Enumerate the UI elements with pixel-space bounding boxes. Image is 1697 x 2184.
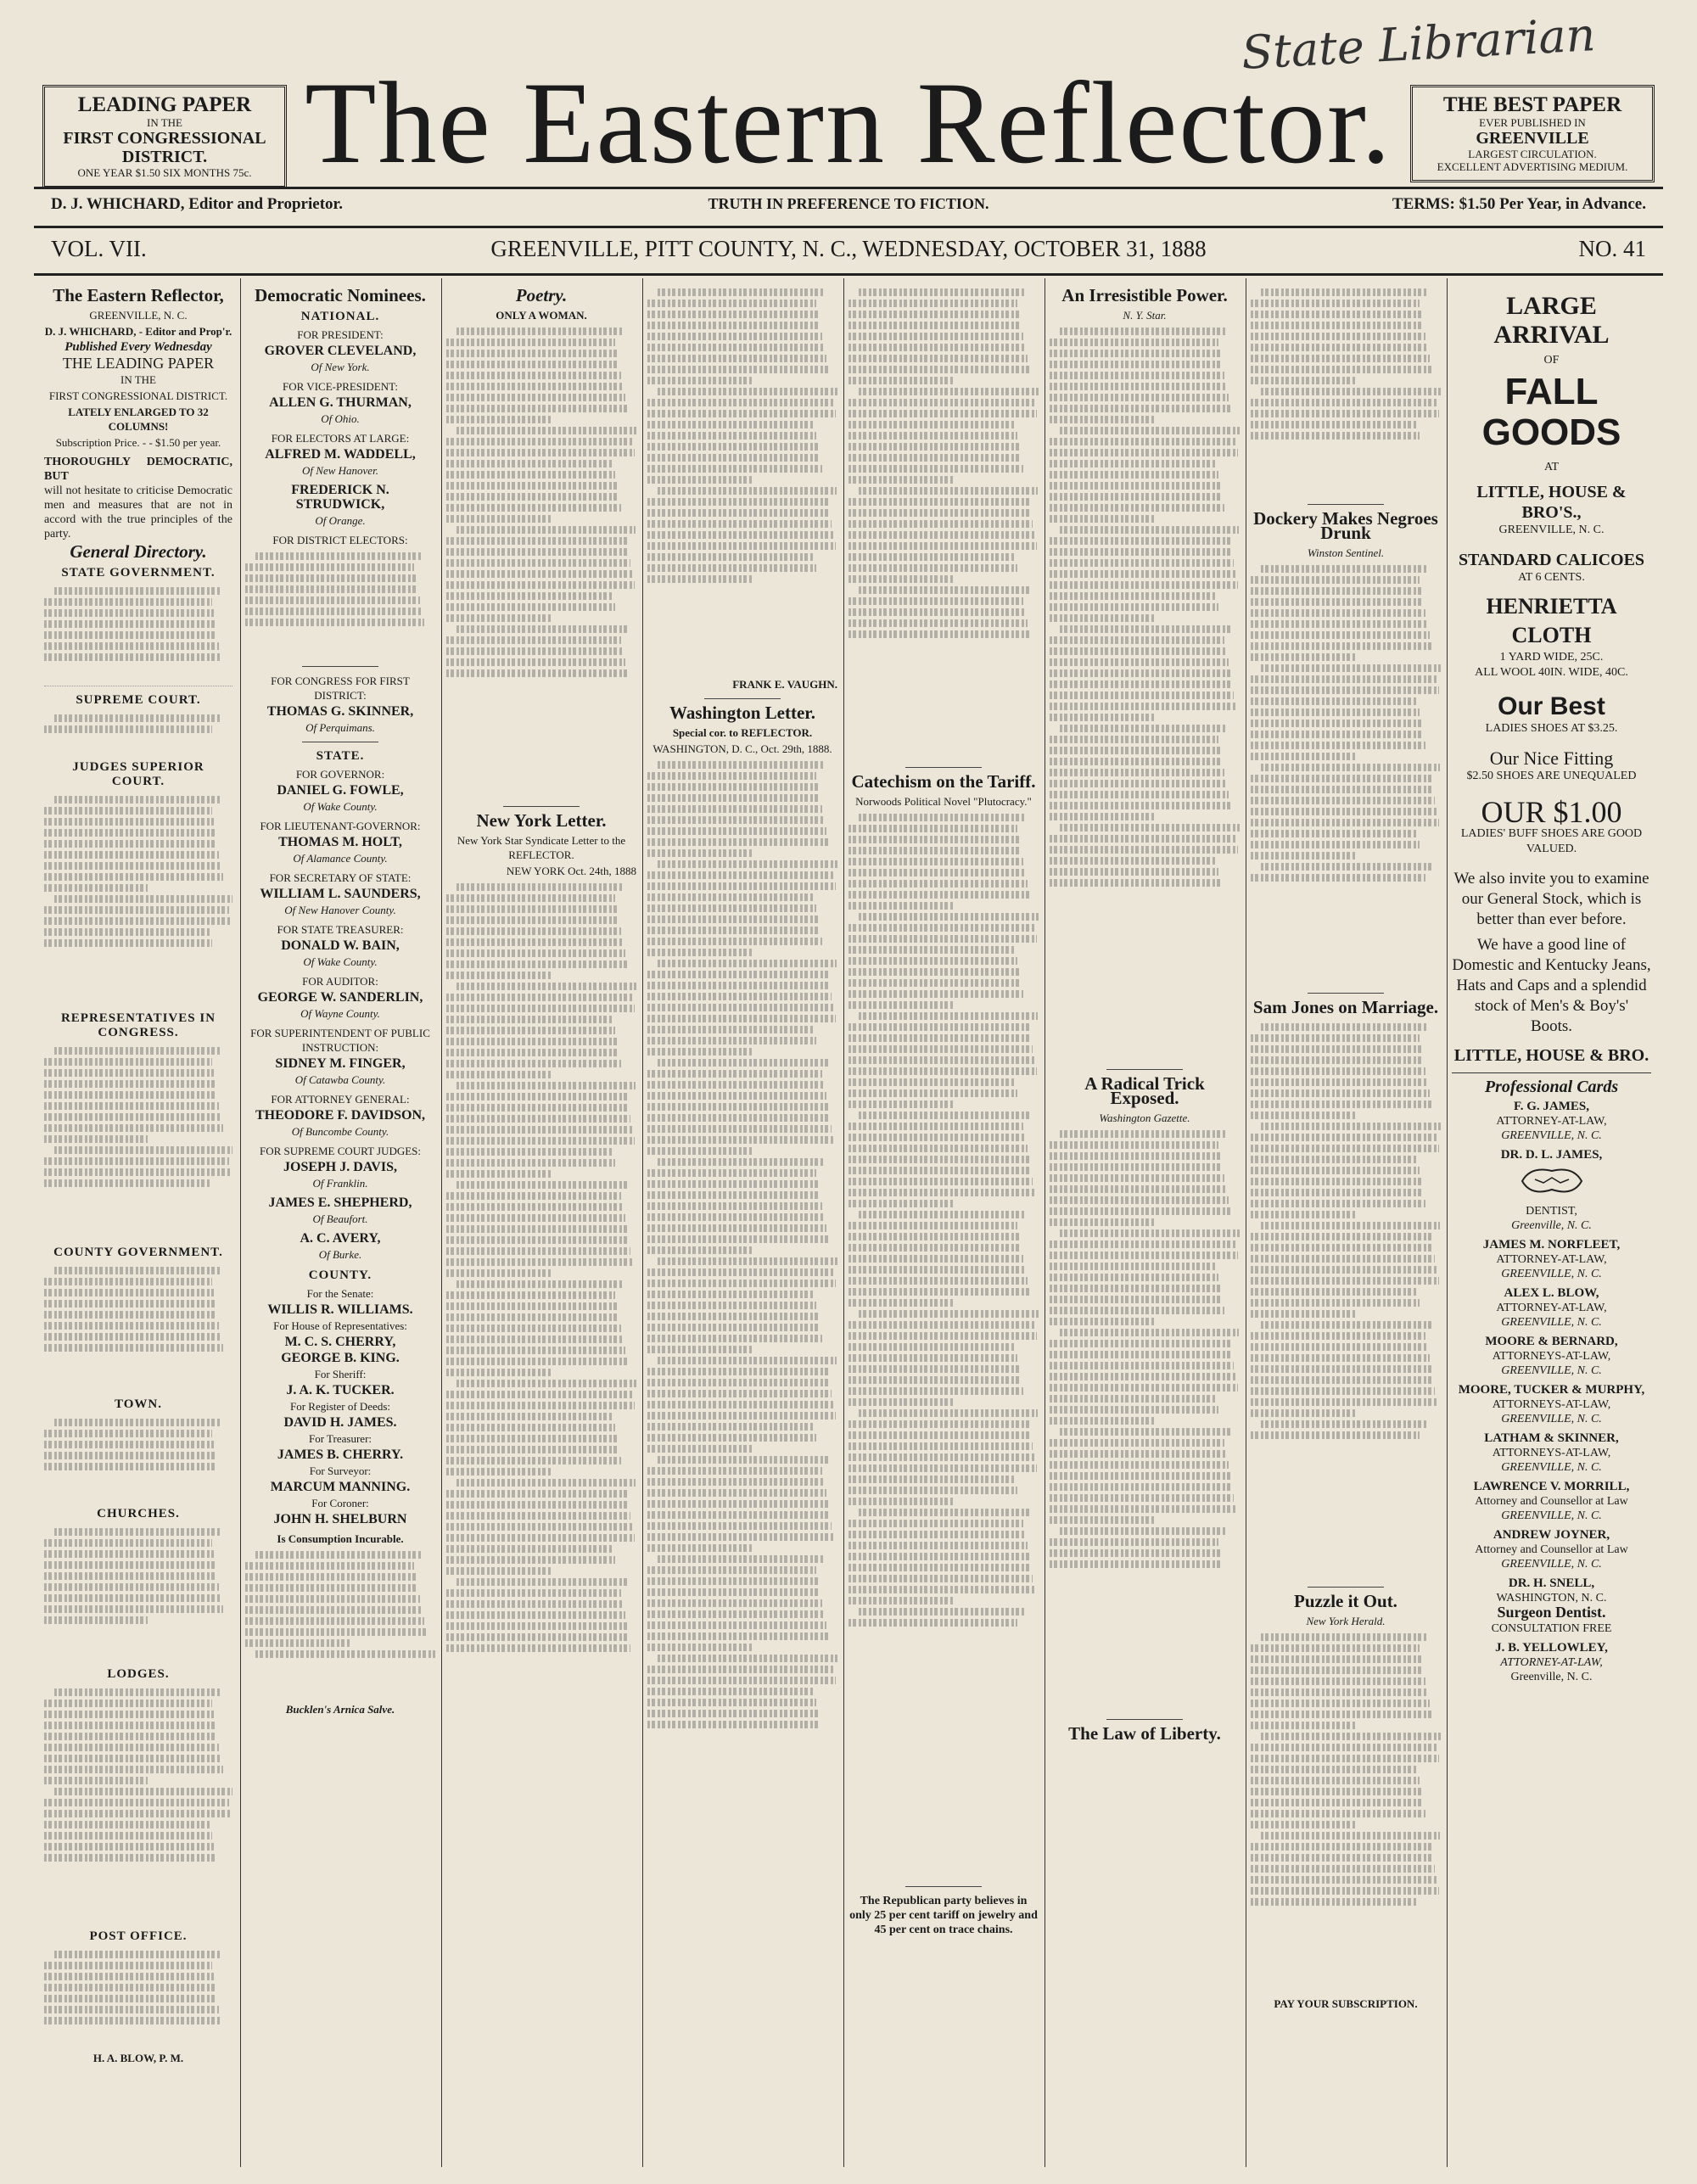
left-ear-box bbox=[42, 85, 287, 188]
vp-nominee: ALLEN G. THURMAN, bbox=[269, 395, 412, 410]
house-nominee-1: M. C. S. CHERRY, bbox=[284, 1335, 396, 1349]
directory-listing bbox=[44, 1415, 232, 1500]
col1-judges: JUDGES SUPERIOR COURT. bbox=[72, 760, 204, 788]
ny-letter-signed: FRANK E. VAUGHN. bbox=[732, 678, 837, 691]
column-divider bbox=[642, 278, 643, 2167]
left-ear-line1: LEADING PAPER bbox=[77, 93, 252, 116]
col1-democratic: THOROUGHLY DEMOCRATIC, BUT bbox=[44, 456, 232, 483]
aud-caption: FOR AUDITOR: bbox=[302, 975, 378, 988]
masthead bbox=[34, 59, 1663, 187]
directory-listing bbox=[44, 711, 232, 753]
dockery-source: Winston Sentinel. bbox=[1307, 546, 1385, 559]
col1-postmaster: H. A. BLOW, P. M. bbox=[92, 2052, 184, 2064]
house-caption: For House of Representatives: bbox=[273, 1319, 407, 1332]
directory-listing bbox=[44, 1044, 232, 1239]
our-best: Our Best bbox=[1498, 692, 1605, 720]
col1-democratic-text: will not hesitate to criticise Democratic men and measures that are not in accord with the true principles of the party. bbox=[44, 484, 232, 540]
right-ear-box bbox=[1410, 85, 1655, 182]
info-bar bbox=[42, 195, 1655, 219]
ltgov-of: Of Alamance County. bbox=[293, 852, 388, 865]
right-ear-line4: LARGEST CIRCULATION. bbox=[1468, 148, 1597, 160]
surveyor-caption: For Surveyor: bbox=[309, 1464, 372, 1477]
col1-supreme: SUPREME COURT. bbox=[76, 693, 201, 707]
ny-letter-heading: New York Letter. bbox=[476, 810, 607, 831]
yard-wide: 1 YARD WIDE, 25C. bbox=[1499, 651, 1604, 664]
ltgov-caption: FOR LIEUTENANT-GOVERNOR: bbox=[260, 820, 421, 832]
col1-leading: THE LEADING PAPER bbox=[62, 355, 215, 372]
large-arrival: LARGE ARRIVAL bbox=[1493, 292, 1610, 349]
right-ear-line5: EXCELLENT ADVERTISING MEDIUM. bbox=[1437, 160, 1628, 173]
right-ear-line3: GREENVILLE bbox=[1476, 129, 1589, 148]
col1-churches: CHURCHES. bbox=[97, 1507, 180, 1520]
deeds-nominee: DAVID H. JAMES. bbox=[283, 1415, 397, 1430]
gov-of: Of Wake County. bbox=[303, 800, 378, 813]
electors-caption: FOR ELECTORS AT LARGE: bbox=[271, 432, 410, 445]
professional-cards-heading: Professional Cards bbox=[1484, 1078, 1619, 1096]
consumption-heading: Is Consumption Incurable. bbox=[277, 1532, 404, 1545]
card-yellowley: J. B. YELLOWLEY, ATTORNEY-AT-LAW, Greenville, N. C. bbox=[1495, 1641, 1608, 1683]
poem-title: ONLY A WOMAN. bbox=[496, 309, 587, 322]
puzzle-text bbox=[1251, 1630, 1441, 1995]
column-8-advertisements bbox=[1452, 285, 1651, 2184]
directory-listing bbox=[44, 584, 232, 686]
left-ear-line4: ONE YEAR $1.50 SIX MONTHS 75c. bbox=[77, 166, 252, 179]
nice-fitting: Our Nice Fitting bbox=[1489, 748, 1614, 769]
president-of: Of New York. bbox=[311, 361, 370, 373]
info-rule bbox=[34, 226, 1663, 228]
republicans-note: The Republican party believes in only 25 per cent tariff on jewelry and 45 per cent on trace chains. bbox=[849, 1895, 1038, 1936]
ag-nominee: THEODORE F. DAVIDSON, bbox=[255, 1108, 426, 1123]
all-wool: ALL WOOL 40IN. WIDE, 40C. bbox=[1475, 666, 1628, 679]
judge-2-of: Of Beaufort. bbox=[312, 1212, 368, 1225]
column-2 bbox=[245, 285, 435, 2184]
coroner-caption: For Coroner: bbox=[311, 1497, 369, 1509]
irresistible-heading: An Irresistible Power. bbox=[1061, 285, 1228, 305]
ladies-shoes: LADIES SHOES AT $3.25. bbox=[1485, 722, 1618, 735]
ltgov-nominee: THOMAS M. HOLT, bbox=[278, 835, 402, 849]
top-rule bbox=[34, 187, 1663, 189]
motto: TRUTH IN PREFERENCE TO FICTION. bbox=[708, 195, 989, 212]
gov-nominee: DANIEL G. FOWLE, bbox=[277, 783, 404, 798]
left-ear-line3: FIRST CONGRESSIONAL DISTRICT. bbox=[63, 129, 266, 166]
subscription-notice: PAY YOUR SUBSCRIPTION. bbox=[1274, 1997, 1418, 2010]
poetry-heading: Poetry. bbox=[515, 285, 568, 305]
col1-sub: GREENVILLE, N. C. bbox=[89, 309, 188, 322]
congress-of: Of Perquimans. bbox=[305, 721, 375, 734]
handwritten-signature: State Librarian bbox=[1240, 8, 1597, 80]
col1-in-the: IN THE bbox=[120, 373, 156, 386]
card-f-g-james: F. G. JAMES, ATTORNEY-AT-LAW, GREENVILLE, N. C. bbox=[1496, 1100, 1607, 1142]
col1-district: FIRST CONGRESSIONAL DISTRICT. bbox=[48, 389, 228, 402]
treas-of: Of Wake County. bbox=[303, 955, 378, 968]
directory-listing bbox=[44, 1525, 232, 1660]
district-electors-list bbox=[245, 549, 435, 659]
col2-heading: Democratic Nominees. bbox=[255, 285, 426, 305]
col1-town: TOWN. bbox=[115, 1397, 162, 1411]
col2-county: COUNTY. bbox=[308, 1268, 372, 1282]
right-ear-line2: EVER PUBLISHED IN bbox=[1479, 116, 1586, 129]
puzzle-heading: Puzzle it Out. bbox=[1294, 1591, 1397, 1611]
spi-caption: FOR SUPERINTENDENT OF PUBLIC INSTRUCTION: bbox=[250, 1027, 430, 1054]
gov-caption: FOR GOVERNOR: bbox=[295, 768, 385, 781]
buff-shoes: LADIES' BUFF SHOES ARE GOOD VALUED. bbox=[1460, 827, 1643, 855]
ny-letter-continued bbox=[647, 285, 837, 675]
henrietta-cloth: HENRIETTA CLOTH bbox=[1486, 594, 1617, 647]
treas-nominee: DONALD W. BAIN, bbox=[281, 938, 400, 953]
congress-caption: FOR CONGRESS FOR FIRST DISTRICT: bbox=[271, 675, 410, 702]
judges-caption: FOR SUPREME COURT JUDGES: bbox=[259, 1145, 422, 1157]
elector-2: FREDERICK N. STRUDWICK, bbox=[291, 483, 389, 512]
article-text bbox=[245, 1548, 435, 1700]
dockery-text bbox=[1251, 562, 1441, 986]
issue-number: NO. 41 bbox=[1578, 236, 1646, 261]
left-ear-line2: IN THE bbox=[146, 116, 182, 129]
ag-caption: FOR ATTORNEY GENERAL: bbox=[271, 1093, 410, 1106]
president-caption: FOR PRESIDENT: bbox=[297, 328, 384, 341]
card-moore-tucker-murphy: MOORE, TUCKER & MURPHY, ATTORNEYS-AT-LAW, GREENVILLE, N. C. bbox=[1458, 1383, 1645, 1425]
judge-2: JAMES E. SHEPHERD, bbox=[268, 1196, 412, 1210]
col1-directory: General Directory. bbox=[70, 541, 207, 562]
col1-reps: REPRESENTATIVES IN CONGRESS. bbox=[60, 1011, 216, 1039]
ctreas-caption: For Treasurer: bbox=[308, 1432, 372, 1445]
aud-of: Of Wayne County. bbox=[300, 1007, 380, 1020]
irresistible-text bbox=[1050, 324, 1240, 1062]
directory-listing bbox=[44, 1685, 232, 1923]
sec-caption: FOR SECRETARY OF STATE: bbox=[269, 871, 412, 884]
catechism-text bbox=[848, 810, 1039, 1879]
directory-listing bbox=[44, 1263, 232, 1391]
card-d-l-james: DR. D. L. JAMES, DENTIST, Greenville, N. C. bbox=[1452, 1148, 1651, 1233]
col1-post-office: POST OFFICE. bbox=[89, 1929, 188, 1943]
judge-3: A. C. AVERY, bbox=[300, 1231, 381, 1246]
spi-nominee: SIDNEY M. FINGER, bbox=[275, 1056, 406, 1071]
elector-1: ALFRED M. WADDELL, bbox=[265, 447, 416, 462]
ag-of: Of Buncombe County. bbox=[291, 1125, 389, 1138]
fall-goods: FALL GOODS bbox=[1481, 371, 1621, 453]
ad-signature: LITTLE, HOUSE & BRO. bbox=[1453, 1046, 1649, 1065]
sheriff-nominee: J. A. K. TUCKER. bbox=[286, 1383, 395, 1397]
washington-letter-heading: Washington Letter. bbox=[669, 703, 815, 723]
column-divider bbox=[441, 278, 442, 2167]
congress-nominee: THOMAS G. SKINNER, bbox=[266, 704, 414, 719]
directory-listing bbox=[44, 792, 232, 1005]
store-name: LITTLE, HOUSE & BRO'S., bbox=[1476, 483, 1627, 522]
editor-line: D. J. WHICHARD, Editor and Proprietor. bbox=[51, 195, 343, 213]
liberty-heading: The Law of Liberty. bbox=[1068, 1723, 1221, 1744]
elector-1-of: Of New Hanover. bbox=[302, 464, 378, 477]
col1-price: Subscription Price. - - $1.50 per year. bbox=[55, 436, 221, 449]
col1-heading: The Eastern Reflector, bbox=[53, 285, 224, 305]
column-5 bbox=[848, 285, 1039, 2184]
ad-at: AT bbox=[1543, 461, 1560, 473]
judge-1-of: Of Franklin. bbox=[312, 1177, 368, 1190]
deeds-caption: For Register of Deeds: bbox=[289, 1400, 391, 1413]
ctreas-nominee: JAMES B. CHERRY. bbox=[277, 1448, 404, 1462]
house-nominee-2: GEORGE B. KING. bbox=[281, 1351, 400, 1365]
judge-1: JOSEPH J. DAVIS, bbox=[283, 1160, 397, 1174]
newspaper-title: The Eastern Reflector. bbox=[305, 58, 1392, 188]
card-joyner: ANDREW JOYNER, Attorney and Counsellor at Law GREENVILLE, N. C. bbox=[1475, 1528, 1628, 1571]
col1-editor: D. J. WHICHARD, - Editor and Prop'r. bbox=[44, 325, 232, 338]
sec-of: Of New Hanover County. bbox=[284, 904, 396, 916]
column-6 bbox=[1050, 285, 1240, 2184]
col1-enlarged: LATELY ENLARGED TO 32 COLUMNS! bbox=[68, 406, 209, 433]
jones-text bbox=[1251, 1020, 1441, 1580]
card-blow: ALEX L. BLOW, ATTORNEY-AT-LAW, GREENVILLE, N. C. bbox=[1496, 1286, 1607, 1329]
unequaled: $2.50 SHOES ARE UNEQUALED bbox=[1466, 770, 1637, 782]
senate-caption: For the Senate: bbox=[306, 1287, 374, 1300]
jones-heading: Sam Jones on Marriage. bbox=[1252, 997, 1439, 1017]
spi-of: Of Catawba County. bbox=[294, 1073, 386, 1086]
poem-text bbox=[446, 324, 636, 799]
surveyor-nominee: MARCUM MANNING. bbox=[270, 1480, 411, 1494]
place-date: GREENVILLE, PITT COUNTY, N. C., WEDNESDAY, OCTOBER 31, 1888 bbox=[490, 236, 1207, 261]
coroner-nominee: JOHN H. SHELBURN bbox=[273, 1512, 407, 1526]
terms-label: TERMS: bbox=[1392, 195, 1455, 213]
directory-listing bbox=[44, 1947, 232, 2049]
column-1 bbox=[44, 285, 232, 2184]
right-ear-line1: THE BEST PAPER bbox=[1442, 93, 1622, 116]
card-norfleet: JAMES M. NORFLEET, ATTORNEY-AT-LAW, GREENVILLE, N. C. bbox=[1482, 1238, 1621, 1280]
aud-nominee: GEORGE W. SANDERLIN, bbox=[257, 990, 423, 1005]
card-morrill: LAWRENCE V. MORRILL, Attorney and Counsellor at Law GREENVILLE, N. C. bbox=[1473, 1480, 1630, 1522]
catechism-heading: Catechism on the Tariff. bbox=[851, 771, 1036, 792]
washington-letter-sub: Special cor. to REFLECTOR. bbox=[672, 726, 813, 739]
ny-letter-sub: New York Star Syndicate Letter to the REFLECTOR. bbox=[456, 834, 626, 861]
column-7 bbox=[1251, 285, 1441, 2184]
ny-letter-dateline: NEW YORK Oct. 24th, 1888 bbox=[506, 865, 636, 877]
terms-value: $1.50 Per Year, in Advance. bbox=[1459, 195, 1646, 213]
judge-3-of: Of Burke. bbox=[318, 1248, 362, 1261]
col1-published: Published Every Wednesday bbox=[64, 340, 212, 354]
ad-of: OF bbox=[1543, 354, 1560, 367]
irresistible-source: N. Y. Star. bbox=[1123, 309, 1167, 322]
col1-state-gov: STATE GOVERNMENT. bbox=[61, 566, 216, 580]
card-latham-skinner: LATHAM & SKINNER, ATTORNEYS-AT-LAW, GREENVILLE, N. C. bbox=[1484, 1431, 1619, 1474]
column-divider bbox=[240, 278, 241, 2167]
vp-of: Of Ohio. bbox=[321, 412, 360, 425]
radical-source: Washington Gazette. bbox=[1099, 1112, 1190, 1124]
ny-letter-text bbox=[446, 880, 636, 1898]
card-moore-bernard: MOORE & BERNARD, ATTORNEYS-AT-LAW, GREENVILLE, N. C. bbox=[1485, 1335, 1618, 1377]
col1-county-gov: COUNTY GOVERNMENT. bbox=[53, 1246, 223, 1259]
treas-caption: FOR STATE TREASURER: bbox=[277, 923, 404, 936]
store-city: GREENVILLE, N. C. bbox=[1498, 524, 1605, 536]
column-3 bbox=[446, 285, 636, 2184]
terms bbox=[1392, 195, 1646, 214]
col2-national: NATIONAL. bbox=[300, 310, 380, 323]
col1-lodges: LODGES. bbox=[107, 1667, 170, 1681]
catechism-sub: Norwoods Political Novel "Plutocracy." bbox=[855, 795, 1032, 808]
president-nominee: GROVER CLEVELAND, bbox=[264, 344, 417, 358]
calicoes-price: AT 6 CENTS. bbox=[1518, 571, 1585, 584]
washington-letter-text bbox=[647, 758, 837, 2030]
dollar-shoes: OUR $1.00 bbox=[1481, 795, 1622, 829]
dockery-heading: Dockery Makes Negroes Drunk bbox=[1253, 508, 1438, 543]
washington-letter-dateline: WASHINGTON, D. C., Oct. 29th, 1888. bbox=[652, 742, 832, 755]
col2-state: STATE. bbox=[316, 749, 365, 763]
vp-caption: FOR VICE-PRESIDENT: bbox=[283, 380, 398, 393]
puzzle-source: New York Herald. bbox=[1306, 1615, 1386, 1627]
radical-text bbox=[1050, 1127, 1240, 1712]
column-4 bbox=[647, 285, 837, 2184]
column-divider bbox=[1447, 278, 1448, 2167]
column-divider bbox=[843, 278, 844, 2167]
elector-2-of: Of Orange. bbox=[315, 514, 366, 527]
radical-heading: A Radical Trick Exposed. bbox=[1084, 1073, 1205, 1108]
sheriff-caption: For Sheriff: bbox=[314, 1368, 367, 1380]
calicoes: STANDARD CALICOES bbox=[1458, 551, 1645, 569]
arnica-heading: Bucklen's Arnica Salve. bbox=[285, 1703, 395, 1716]
dateline bbox=[42, 236, 1655, 266]
sec-nominee: WILLIAM L. SAUNDERS, bbox=[260, 887, 421, 901]
invite-text: We also invite you to examine our General Stock, which is better than ever before. bbox=[1453, 870, 1649, 928]
card-snell: DR. H. SNELL, WASHINGTON, N. C. Surgeon Dentist. CONSULTATION FREE bbox=[1491, 1576, 1612, 1635]
volume: VOL. VII. bbox=[51, 236, 147, 261]
line-text: We have a good line of Domestic and Kentucky Jeans, Hats and Caps and a splendid stock of Men's & Boy's' Boots. bbox=[1452, 936, 1651, 1035]
district-electors-caption: FOR DISTRICT ELECTORS: bbox=[272, 534, 408, 546]
senate-nominee: WILLIS R. WILLIAMS. bbox=[267, 1302, 413, 1317]
liberty-continued bbox=[1251, 285, 1441, 497]
dateline-rule bbox=[34, 273, 1663, 276]
washington-letter-continued bbox=[848, 285, 1039, 760]
tooth-icon bbox=[1452, 1164, 1651, 1202]
